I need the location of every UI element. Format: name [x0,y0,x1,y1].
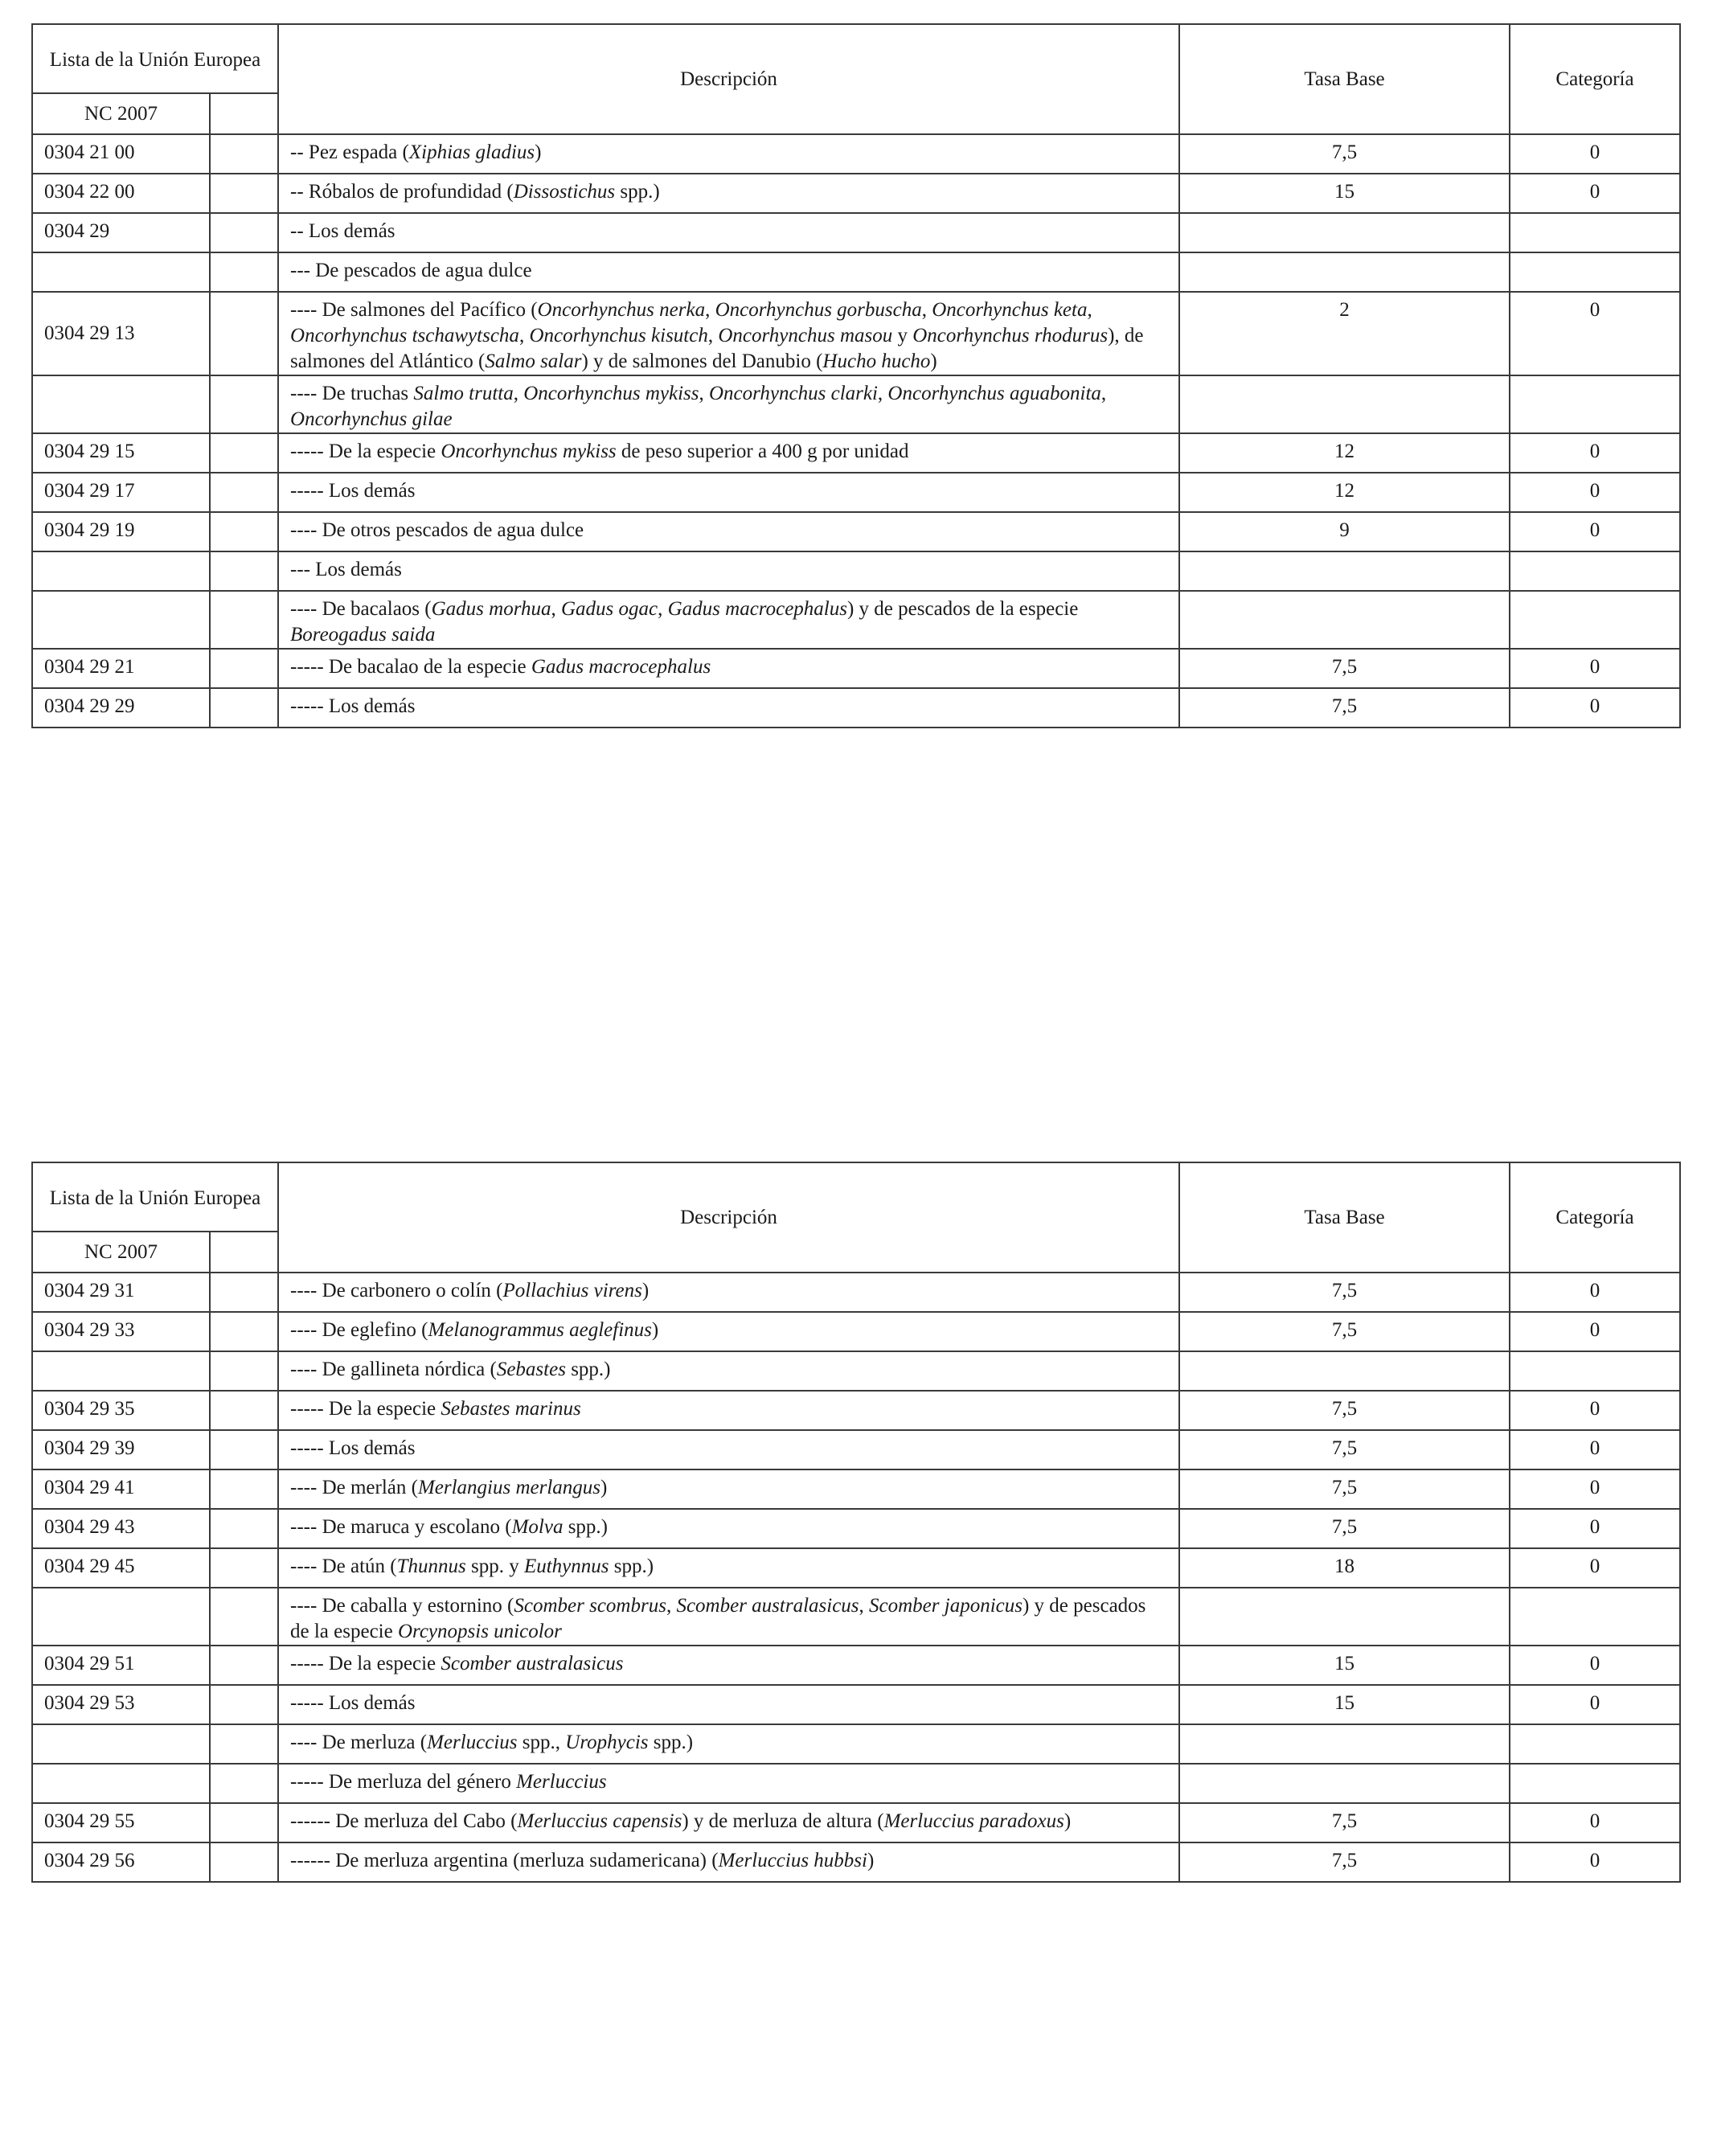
tasa-base-cell: 7,5 [1179,1430,1510,1469]
description-text: ----- Los demás [290,480,416,502]
table-row [32,213,1680,252]
description-text: ---- De bacalaos ( [290,598,432,620]
categoria-cell: 0 [1510,1430,1680,1469]
categoria-cell: 0 [1510,292,1680,375]
description-cell [278,1588,1179,1646]
nc-code-cell: 0304 29 29 [32,688,210,728]
empty-cell [210,375,278,433]
categoria-cell: 0 [1510,1391,1680,1430]
description-text: spp.) [615,181,660,203]
nc-code-cell: 0304 29 21 [32,649,210,688]
table-row [32,649,1680,688]
header-categoria: Categoría [1510,1162,1680,1273]
description-text: ) [867,1850,875,1871]
tasa-base-cell [1179,1351,1510,1391]
description-cell [278,1548,1179,1588]
description-cell [278,1312,1179,1351]
table-row [32,1273,1680,1312]
description-cell [278,649,1179,688]
table-row [32,1509,1680,1548]
description-text: ---- De maruca y escolano ( [290,1516,512,1538]
description-cell [278,1764,1179,1803]
description-text: ----- Los demás [290,695,416,717]
empty-cell [210,1548,278,1588]
table-row [32,375,1680,433]
species-name: Oncorhynchus clarki [709,383,878,404]
species-name: Urophycis [565,1732,649,1753]
table-row [32,512,1680,551]
tasa-base-cell: 7,5 [1179,1842,1510,1882]
species-name: Gadus macrocephalus [531,656,711,678]
species-name: Scomber japonicus [869,1595,1023,1617]
nc-code-cell: 0304 29 31 [32,1273,210,1312]
categoria-cell: 0 [1510,473,1680,512]
nc-code-cell: 0304 29 53 [32,1685,210,1724]
description-text: spp., [517,1732,566,1753]
categoria-cell: 0 [1510,1548,1680,1588]
empty-cell [210,1469,278,1509]
tasa-base-cell: 15 [1179,1646,1510,1685]
description-text: ---- De merluza ( [290,1732,428,1753]
tasa-base-cell: 2 [1179,292,1510,375]
description-text: , [699,383,709,404]
species-name: Oncorhynchus rhodurus [912,325,1109,346]
tasa-base-cell [1179,1724,1510,1764]
description-text: ----- Los demás [290,1437,416,1459]
header-nc-2007: NC 2007 [32,93,210,134]
nc-code-cell: 0304 29 41 [32,1469,210,1509]
table-row [32,1724,1680,1764]
description-text: ---- De eglefino ( [290,1319,428,1341]
species-name: Pollachius virens [502,1280,642,1301]
nc-code-cell [32,1588,210,1646]
empty-cell [210,591,278,649]
description-cell [278,512,1179,551]
species-name: Sebastes [496,1359,566,1380]
empty-cell [210,213,278,252]
table-row [32,1430,1680,1469]
species-name: Oncorhynchus mykiss [523,383,699,404]
description-text: ---- De atún ( [290,1556,397,1577]
description-text: ----- De merluza del género [290,1771,517,1793]
tasa-base-cell: 7,5 [1179,649,1510,688]
categoria-cell: 0 [1510,1509,1680,1548]
categoria-cell: 0 [1510,1646,1680,1685]
table-row [32,1842,1680,1882]
description-cell [278,174,1179,213]
table-row [32,1646,1680,1685]
nc-code-cell [32,1351,210,1391]
table-row [32,1685,1680,1724]
nc-code-cell: 0304 29 19 [32,512,210,551]
empty-cell [210,1646,278,1685]
nc-code-cell: 0304 29 33 [32,1312,210,1351]
tasa-base-cell: 18 [1179,1548,1510,1588]
categoria-cell [1510,1588,1680,1646]
empty-cell [210,1312,278,1351]
tasa-base-cell: 7,5 [1179,1469,1510,1509]
tasa-base-cell: 7,5 [1179,1509,1510,1548]
species-name: Oncorhynchus gorbuscha [715,299,922,321]
empty-cell [210,512,278,551]
description-text: spp.) [648,1732,694,1753]
species-name: Salmo trutta [413,383,514,404]
species-name: Gadus macrocephalus [667,598,847,620]
description-cell [278,1430,1179,1469]
empty-cell [210,649,278,688]
description-text: ), de salmones del Atlántico ( [290,325,1144,372]
description-text: , [859,1595,870,1617]
tasa-base-cell: 12 [1179,473,1510,512]
description-text: -- Los demás [290,220,395,242]
description-text: ---- De caballa y estornino ( [290,1595,514,1617]
empty-cell [210,1724,278,1764]
description-text: ) y de pescados de la especie [290,1595,1146,1642]
species-name: Merluccius [516,1771,607,1793]
empty-cell [210,1430,278,1469]
nc-code-cell [32,551,210,591]
header-list-label: Lista de la Unión Europea [32,1162,278,1232]
nc-code-cell: 0304 29 45 [32,1548,210,1588]
empty-cell [210,1273,278,1312]
tasa-base-cell: 15 [1179,174,1510,213]
tasa-base-cell: 12 [1179,433,1510,473]
tariff-table-2 [31,1162,1681,1883]
categoria-cell: 0 [1510,134,1680,174]
description-text: y [892,325,913,346]
table-row [32,1548,1680,1588]
species-name: Oncorhynchus mykiss [441,441,617,462]
nc-code-cell: 0304 29 43 [32,1509,210,1548]
tasa-base-cell: 7,5 [1179,1312,1510,1351]
description-text: ---- De merlán ( [290,1477,418,1498]
species-name: Oncorhynchus kisutch [529,325,708,346]
table-row [32,473,1680,512]
species-name: Salmo salar [485,350,582,372]
categoria-cell [1510,375,1680,433]
description-text: , [1100,383,1107,404]
categoria-cell: 0 [1510,649,1680,688]
tasa-base-cell [1179,591,1510,649]
nc-code-cell: 0304 29 55 [32,1803,210,1842]
description-cell [278,551,1179,591]
table-row [32,591,1680,649]
table-row [32,1764,1680,1803]
species-name: Xiphias gladius [408,141,535,163]
categoria-cell [1510,213,1680,252]
tasa-base-cell: 7,5 [1179,688,1510,728]
empty-cell [210,1842,278,1882]
nc-code-cell: 0304 29 51 [32,1646,210,1685]
table-row [32,433,1680,473]
description-cell [278,688,1179,728]
species-name: Merluccius hubbsi [718,1850,867,1871]
empty-cell [210,292,278,375]
categoria-cell: 0 [1510,1803,1680,1842]
tasa-base-cell: 7,5 [1179,1803,1510,1842]
nc-code-cell: 0304 29 39 [32,1430,210,1469]
table-row [32,134,1680,174]
description-text: spp. y [465,1556,524,1577]
description-text: ) [535,141,542,163]
categoria-cell [1510,1724,1680,1764]
categoria-cell: 0 [1510,512,1680,551]
species-name: Sebastes marinus [441,1398,581,1420]
description-text: ---- De gallineta nórdica ( [290,1359,497,1380]
categoria-cell: 0 [1510,1273,1680,1312]
categoria-cell: 0 [1510,1469,1680,1509]
tasa-base-cell [1179,375,1510,433]
description-text: ------ De merluza del Cabo ( [290,1810,518,1832]
categoria-cell: 0 [1510,1842,1680,1882]
tasa-base-cell [1179,213,1510,252]
nc-code-cell [32,591,210,649]
species-name: Oncorhynchus aguabonita [887,383,1101,404]
table-row [32,252,1680,292]
description-text: , [877,383,888,404]
header-list-label: Lista de la Unión Europea [32,24,278,93]
table-row [32,1312,1680,1351]
description-text: ) [641,1280,650,1301]
categoria-cell: 0 [1510,1312,1680,1351]
description-text: --- Los demás [290,559,402,580]
table-row [32,551,1680,591]
description-cell [278,433,1179,473]
table-row [32,1391,1680,1430]
nc-code-cell: 0304 29 35 [32,1391,210,1430]
empty-cell [210,134,278,174]
description-text: ----- De la especie [290,1653,441,1674]
description-text: , [705,299,715,321]
tasa-base-cell: 9 [1179,512,1510,551]
description-cell [278,1724,1179,1764]
description-text: , [551,598,561,620]
description-cell [278,1391,1179,1430]
description-cell [278,591,1179,649]
description-text: ) [600,1477,608,1498]
categoria-cell [1510,591,1680,649]
description-text: ) [651,1319,659,1341]
description-text: ----- De la especie [290,441,441,462]
species-name: Euthynnus [523,1556,609,1577]
nc-code-cell: 0304 29 13 [32,292,210,375]
tasa-base-cell: 7,5 [1179,1273,1510,1312]
species-name: Dissostichus [513,181,616,203]
description-text: spp.) [609,1556,654,1577]
nc-code-cell: 0304 22 00 [32,174,210,213]
species-name: Merluccius [427,1732,518,1753]
description-cell [278,134,1179,174]
table-row [32,1803,1680,1842]
description-cell [278,1803,1179,1842]
description-cell [278,1646,1179,1685]
species-name: Oncorhynchus nerka [537,299,706,321]
header-tasa-base: Tasa Base [1179,1162,1510,1273]
species-name: Gadus morhua [431,598,551,620]
header-empty-cell [210,93,278,134]
nc-code-cell: 0304 29 17 [32,473,210,512]
empty-cell [210,1764,278,1803]
table-row [32,1351,1680,1391]
species-name: Merluccius capensis [517,1810,682,1832]
description-text: , [658,598,668,620]
description-cell [278,1842,1179,1882]
species-name: Molva [511,1516,564,1538]
tariff-table-1 [31,23,1681,728]
species-name: Scomber australasicus [441,1653,624,1674]
header-categoria: Categoría [1510,24,1680,134]
tasa-base-cell: 7,5 [1179,134,1510,174]
description-text: spp.) [565,1359,611,1380]
species-name: Scomber australasicus [676,1595,859,1617]
description-cell [278,1469,1179,1509]
table-row [32,1469,1680,1509]
description-text: ------ De merluza argentina (merluza sudamericana) ( [290,1850,719,1871]
description-text: , [513,383,524,404]
empty-cell [210,252,278,292]
categoria-cell [1510,1764,1680,1803]
description-text: , [707,325,719,346]
species-name: Orcynopsis unicolor [397,1621,562,1642]
species-name: Merlangius merlangus [417,1477,601,1498]
description-text: ---- De otros pescados de agua dulce [290,519,584,541]
description-text: ) y de merluza de altura ( [682,1810,884,1832]
header-tasa-base: Tasa Base [1179,24,1510,134]
table-row [32,174,1680,213]
description-text: ---- De carbonero o colín ( [290,1280,503,1301]
description-cell [278,1351,1179,1391]
description-text: , [921,299,932,321]
description-text: ---- De salmones del Pacífico ( [290,299,538,321]
tasa-base-cell [1179,551,1510,591]
nc-code-cell: 0304 29 [32,213,210,252]
description-text: ) y de salmones del Danubio ( [581,350,823,372]
nc-code-cell: 0304 29 56 [32,1842,210,1882]
description-cell [278,1685,1179,1724]
description-text: ----- De bacalao de la especie [290,656,531,678]
species-name: Melanogrammus aeglefinus [428,1319,652,1341]
tasa-base-cell [1179,252,1510,292]
tasa-base-cell: 15 [1179,1685,1510,1724]
description-text: ---- De truchas [290,383,414,404]
categoria-cell: 0 [1510,174,1680,213]
tasa-base-cell: 7,5 [1179,1391,1510,1430]
description-cell [278,213,1179,252]
description-text: --- De pescados de agua dulce [290,260,532,281]
empty-cell [210,1351,278,1391]
species-name: Oncorhynchus tschawytscha [290,325,519,346]
nc-code-cell: 0304 21 00 [32,134,210,174]
species-name: Oncorhynchus masou [718,325,893,346]
species-name: Thunnus [396,1556,466,1577]
empty-cell [210,1509,278,1548]
description-cell [278,292,1179,375]
empty-cell [210,1391,278,1430]
categoria-cell [1510,551,1680,591]
categoria-cell [1510,252,1680,292]
nc-code-cell [32,375,210,433]
description-text: spp.) [563,1516,609,1538]
tasa-base-cell [1179,1764,1510,1803]
description-text: , [1087,299,1092,321]
empty-cell [210,433,278,473]
header-nc-2007: NC 2007 [32,1232,210,1273]
description-text: , [518,325,530,346]
description-text: ----- Los demás [290,1692,416,1714]
species-name: Gadus ogac [560,598,658,620]
categoria-cell: 0 [1510,433,1680,473]
description-text: , [666,1595,677,1617]
categoria-cell [1510,1351,1680,1391]
description-text: ) [1064,1810,1072,1832]
empty-cell [210,1588,278,1646]
header-description: Descripción [278,1162,1179,1273]
species-name: Boreogadus saida [290,624,436,646]
empty-cell [210,174,278,213]
description-text: -- Pez espada ( [290,141,409,163]
empty-cell [210,473,278,512]
nc-code-cell [32,1724,210,1764]
description-cell [278,375,1179,433]
empty-cell [210,688,278,728]
table-row [32,688,1680,728]
table-row [32,1588,1680,1646]
description-cell [278,1509,1179,1548]
description-text: ) [930,350,937,372]
description-cell [278,252,1179,292]
empty-cell [210,1685,278,1724]
description-cell [278,1273,1179,1312]
categoria-cell: 0 [1510,688,1680,728]
nc-code-cell [32,1764,210,1803]
nc-code-cell [32,252,210,292]
categoria-cell: 0 [1510,1685,1680,1724]
description-text: ----- De la especie [290,1398,441,1420]
header-description: Descripción [278,24,1179,134]
description-cell [278,473,1179,512]
species-name: Merluccius paradoxus [883,1810,1064,1832]
description-text: de peso superior a 400 g por unidad [616,441,909,462]
species-name: Hucho hucho [822,350,931,372]
tasa-base-cell [1179,1588,1510,1646]
description-text: -- Róbalos de profundidad ( [290,181,514,203]
header-empty-cell [210,1232,278,1273]
species-name: Scomber scombrus [514,1595,666,1617]
empty-cell [210,551,278,591]
species-name: Oncorhynchus gilae [290,408,453,430]
empty-cell [210,1803,278,1842]
table-row [32,292,1680,375]
description-text: ) y de pescados de la especie [846,598,1079,620]
species-name: Oncorhynchus keta [932,299,1088,321]
nc-code-cell: 0304 29 15 [32,433,210,473]
